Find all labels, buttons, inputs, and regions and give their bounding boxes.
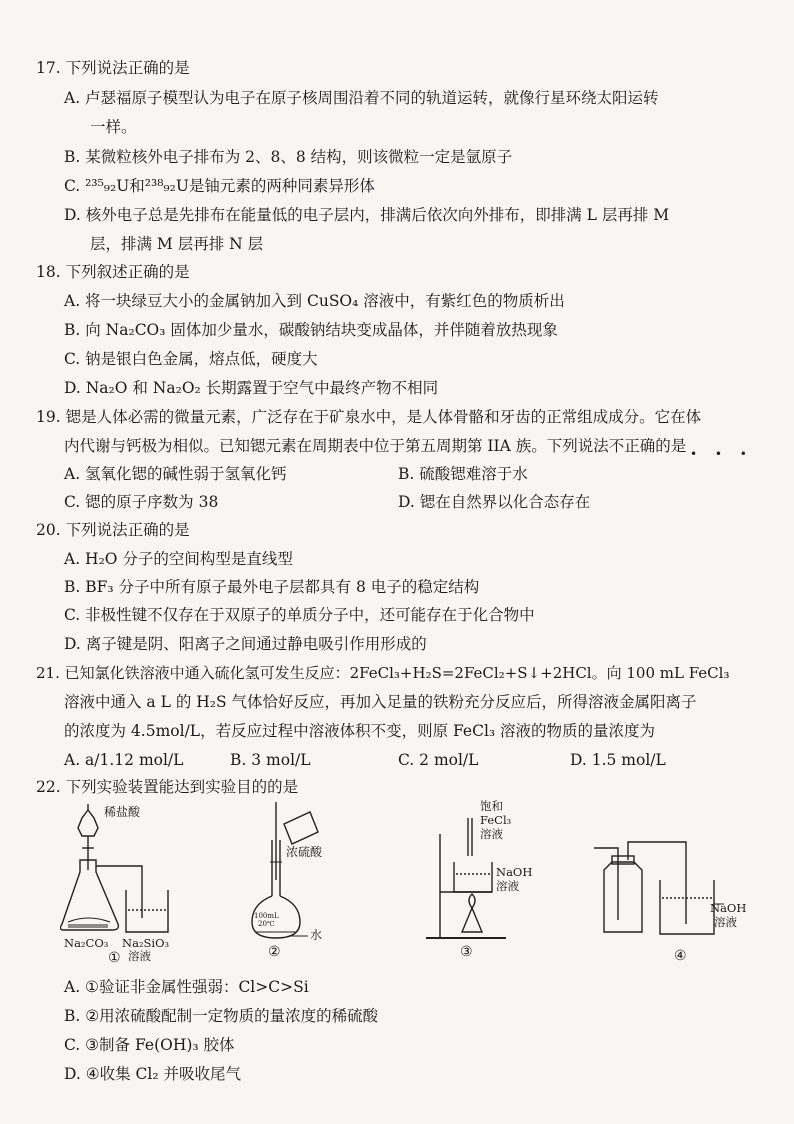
figure-3-top-label-1: 饱和 bbox=[480, 799, 503, 813]
question-17-stem: 17. 下列说法正确的是 bbox=[36, 59, 190, 77]
question-19-option-a: A. 氢氧化锶的碱性弱于氢氧化钙 bbox=[64, 465, 287, 483]
question-21-option-b: B. 3 mol/L bbox=[230, 751, 311, 769]
question-21-option-c: C. 2 mol/L bbox=[398, 751, 479, 769]
figure-4 bbox=[590, 800, 780, 972]
question-21-stem-cont2: 的浓度为 4.5mol/L，若反应过程中溶液体积不变，则原 FeCl₃ 溶液的物质的量浓度为 bbox=[64, 722, 656, 740]
question-18-option-c: C. 钠是银白色金属，熔点低，硬度大 bbox=[64, 350, 318, 368]
question-21-stem-cont: 溶液中通入 a L 的 H₂S 气体恰好反应，再加入足量的铁粉充分反应后，所得溶液金属阳离子 bbox=[64, 693, 697, 711]
question-21-option-a: A. a/1.12 mol/L bbox=[64, 751, 184, 769]
question-20-option-a: A. H₂O 分子的空间构型是直线型 bbox=[64, 550, 293, 568]
figure-1-right-label: Na₂SiO₃ bbox=[122, 936, 170, 950]
figure-1-number: ① bbox=[108, 950, 121, 966]
figure-1 bbox=[60, 800, 200, 972]
question-17-option-a: A. 卢瑟福原子模型认为电子在原子核周围沿着不同的轨道运转，就像行星环绕太阳运转 bbox=[64, 89, 659, 107]
figure-1-acid-label: 稀盐酸 bbox=[104, 805, 141, 819]
figure-4-number: ④ bbox=[674, 948, 687, 964]
question-22-option-a: A. ①验证非金属性强弱：Cl>C>Si bbox=[64, 978, 309, 996]
question-17-option-c: C. ²³⁵₉₂U和²³⁸₉₂U是铀元素的两种同素异形体 bbox=[64, 177, 375, 195]
question-22-stem: 22. 下列实验装置能达到实验目的的是 bbox=[36, 778, 299, 796]
question-18-option-d: D. Na₂O 和 Na₂O₂ 长期露置于空气中最终产物不相同 bbox=[64, 379, 439, 397]
question-18-option-a: A. 将一块绿豆大小的金属钠加入到 CuSO₄ 溶液中，有紫红色的物质析出 bbox=[64, 292, 565, 310]
figure-2-flask-mark: 100mL bbox=[254, 912, 279, 920]
figure-4-solution-label-2: 溶液 bbox=[714, 915, 737, 929]
figure-2-flask-mark-2: 20℃ bbox=[258, 920, 275, 928]
figure-2-number: ② bbox=[268, 944, 281, 960]
figure-3 bbox=[422, 800, 552, 972]
question-19-option-d: D. 锶在自然界以化合态存在 bbox=[398, 493, 591, 511]
question-18-option-b: B. 向 Na₂CO₃ 固体加少量水，碳酸钠结块变成晶体，并伴随着放热现象 bbox=[64, 321, 558, 339]
question-20-option-b: B. BF₃ 分子中所有原子最外电子层都具有 8 电子的稳定结构 bbox=[64, 578, 480, 596]
figure-3-top-label-2: FeCl₃ bbox=[480, 813, 512, 827]
emphasis-dots: • • • bbox=[690, 447, 754, 461]
apparatus-figures bbox=[60, 800, 780, 972]
question-18-stem: 18. 下列叙述正确的是 bbox=[36, 263, 190, 281]
question-19-stem-cont: 内代谢与钙极为相似。已知锶元素在周期表中位于第五周期第 IIA 族。下列说法不正确的是 bbox=[64, 437, 687, 455]
question-19-stem: 19. 锶是人体必需的微量元素，广泛存在于矿泉水中，是人体骨骼和牙齿的正常组成成分。它在体 bbox=[36, 408, 702, 426]
question-22-option-c: C. ③制备 Fe(OH)₃ 胶体 bbox=[64, 1036, 235, 1054]
question-19-option-b: B. 硫酸锶难溶于水 bbox=[398, 465, 528, 483]
figure-2-drawing bbox=[246, 800, 366, 972]
figure-2 bbox=[246, 800, 366, 972]
question-17-option-a-cont: 一样。 bbox=[90, 118, 137, 136]
figure-2-water-label: 水 bbox=[310, 928, 323, 942]
question-17-option-d: D. 核外电子总是先排布在能量低的电子层内，排满后依次向外排布，即排满 L 层再排 M bbox=[64, 206, 670, 224]
figure-3-top-label-3: 溶液 bbox=[480, 827, 503, 841]
figure-1-right-label-2: 溶液 bbox=[128, 949, 151, 963]
figure-3-number: ③ bbox=[460, 944, 473, 960]
question-20-stem: 20. 下列说法正确的是 bbox=[36, 521, 190, 539]
question-22-option-b: B. ②用浓硫酸配制一定物质的量浓度的稀硫酸 bbox=[64, 1007, 379, 1025]
figure-4-solution-label-1: NaOH bbox=[710, 901, 747, 915]
figure-1-left-label: Na₂CO₃ bbox=[64, 936, 109, 950]
question-20-option-c: C. 非极性键不仅存在于双原子的单质分子中，还可能存在于化合物中 bbox=[64, 606, 535, 624]
figure-2-acid-label: 浓硫酸 bbox=[286, 845, 323, 859]
question-21-option-d: D. 1.5 mol/L bbox=[570, 751, 666, 769]
question-17-option-d-cont: 层，排满 M 层再排 N 层 bbox=[90, 235, 264, 253]
question-19-option-c: C. 锶的原子序数为 38 bbox=[64, 493, 219, 511]
figure-3-solution-label-1: NaOH bbox=[496, 865, 533, 879]
question-17-option-b: B. 某微粒核外电子排布为 2、8、8 结构，则该微粒一定是氩原子 bbox=[64, 148, 513, 166]
figure-3-solution-label-2: 溶液 bbox=[496, 879, 519, 893]
question-22-option-d: D. ④收集 Cl₂ 并吸收尾气 bbox=[64, 1065, 242, 1083]
figure-4-drawing bbox=[590, 800, 780, 972]
question-21-stem: 21. 已知氯化铁溶液中通入硫化氢可发生反应：2FeCl₃+H₂S=2FeCl₂+S↓+2HCl。向 100 mL FeCl₃ bbox=[36, 664, 730, 682]
question-20-option-d: D. 离子键是阴、阳离子之间通过静电吸引作用形成的 bbox=[64, 635, 427, 653]
